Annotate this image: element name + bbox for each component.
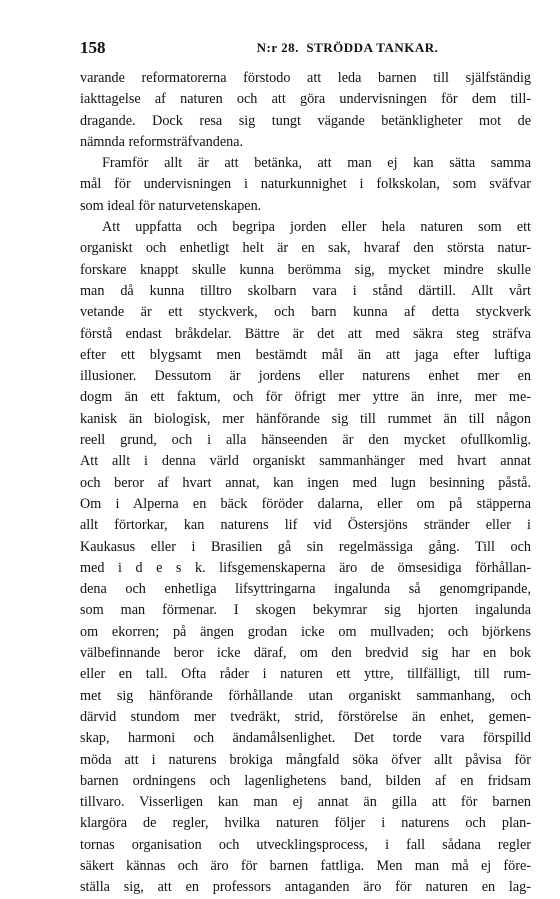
text-line: dragande. Dock resa sig tungt vägande betänkligheter mot de — [80, 112, 531, 129]
text-line: eller en tall. Ofta råder i naturen ett yttre, tillfälligt, till rum- — [80, 666, 531, 683]
text-line: säkert kännas och äro för barnen fattliga. Men man må ej före- — [80, 857, 531, 874]
issue-number: N:r 28. — [256, 40, 299, 55]
running-head — [80, 38, 530, 62]
text-line: barnen ordningens och lagenlighetens band, bilden af en fridsam — [80, 772, 531, 789]
text-line: förstå endast bråkdelar. Bättre är det att med säkra steg sträfva — [80, 325, 531, 342]
text-line: varande reformatorerna förstodo att leda barnen till själfständig — [80, 70, 531, 86]
text-line: ställa sig, att en professors antaganden äro för naturen en lag- — [80, 879, 531, 896]
running-title — [185, 40, 530, 56]
text-line: reell grund, och i alla hänseenden är den mycket ofullkomlig. — [80, 432, 531, 449]
text-line: kanisk än biologisk, mer hänförande sig till rummet än till någon — [80, 410, 531, 427]
text-line: om ekorren; på ängen grodan icke om mullvaden; och björkens — [80, 623, 531, 640]
text-line: illusioner. Dessutom är jordens eller naturens enhet mer en — [80, 368, 531, 385]
text-line: tillvaro. Visserligen kan man ej annat än gilla att för barnen — [80, 794, 531, 811]
text-line: klargöra de regler, hvilka naturen följer i naturens och plan- — [80, 815, 531, 832]
text-line: Att uppfatta och begripa jorden eller hela naturen som ett — [102, 219, 531, 236]
text-line: Om i Alperna en bäck föröder dalarna, eller om på stäpperna — [80, 495, 531, 512]
text-line: dogm än ett faktum, och för öfrigt mer yttre än inre, mer me- — [80, 389, 531, 406]
text-line: med i d e s k. lifsgemenskaperna äro de ömsesidiga förhållan- — [80, 559, 531, 576]
text-line: möda att i naturens brokiga mångfald söka öfver allt påvisa för — [80, 751, 531, 768]
text-line: Att allt i denna värld organiskt sammanhänger med hvart annat — [80, 453, 531, 470]
text-line: Kaukasus eller i Brasilien gå sin regelmässiga gång. Till och — [80, 538, 531, 555]
text-line: skap, harmoni och ändamålsenlighet. Det torde vara förspilld — [80, 730, 531, 747]
text-line: met sig hänförande förhållande utan organiskt sammanhang, och — [80, 687, 531, 704]
page-number: 158 — [80, 38, 106, 57]
section-title: STRÖDDA TANKAR. — [306, 40, 439, 55]
text-line: forskare knappt skulle kunna berömma sig, mycket mindre skulle — [80, 261, 531, 278]
text-line: vetande är ett styckverk, och barn kunna af detta styckverk — [80, 304, 531, 321]
text-line: organiskt och enhetligt helt är en sak, hvaraf den största natur- — [80, 240, 531, 257]
text-line: tornas organisation och utvecklingsprocess, i fall sådana regler — [80, 836, 531, 853]
text-line: mål för undervisningen i naturkunnighet i folkskolan, som sväfvar — [80, 176, 531, 193]
text-line: som ideal för naturvetenskapen. — [80, 197, 262, 214]
text-line: nämnda reformsträfvandena. — [80, 133, 244, 150]
text-line: dena och enhetliga lifsyttringarna ingalunda så genomgripande, — [80, 581, 531, 598]
body-text — [80, 68, 531, 899]
text-line: Framför allt är att betänka, att man ej kan sätta samma — [102, 155, 531, 172]
text-line: välbefinnande beror icke däraf, om den bredvid sig har en bok — [80, 645, 531, 662]
text-line: allt förtorkar, kan naturens lif vid Östersjöns stränder eller i — [80, 517, 531, 534]
text-line: iakttagelse af naturen och att göra undervisningen för dem till- — [80, 91, 531, 108]
text-line: som man förmenar. I skogen bekymrar sig hjorten ingalunda — [80, 602, 531, 619]
text-line: därvid stundom mer tvedräkt, strid, förstörelse än enhet, gemen- — [80, 708, 531, 725]
text-line: man då kunna tilltro skolbarn vara i stånd därtill. Allt vårt — [80, 282, 531, 299]
text-line: efter ett blygsamt men bestämdt mål än att jaga efter luftiga — [80, 346, 531, 363]
text-line: och beror af hvart annat, kan ingen med lugn besinning påstå. — [80, 474, 531, 491]
